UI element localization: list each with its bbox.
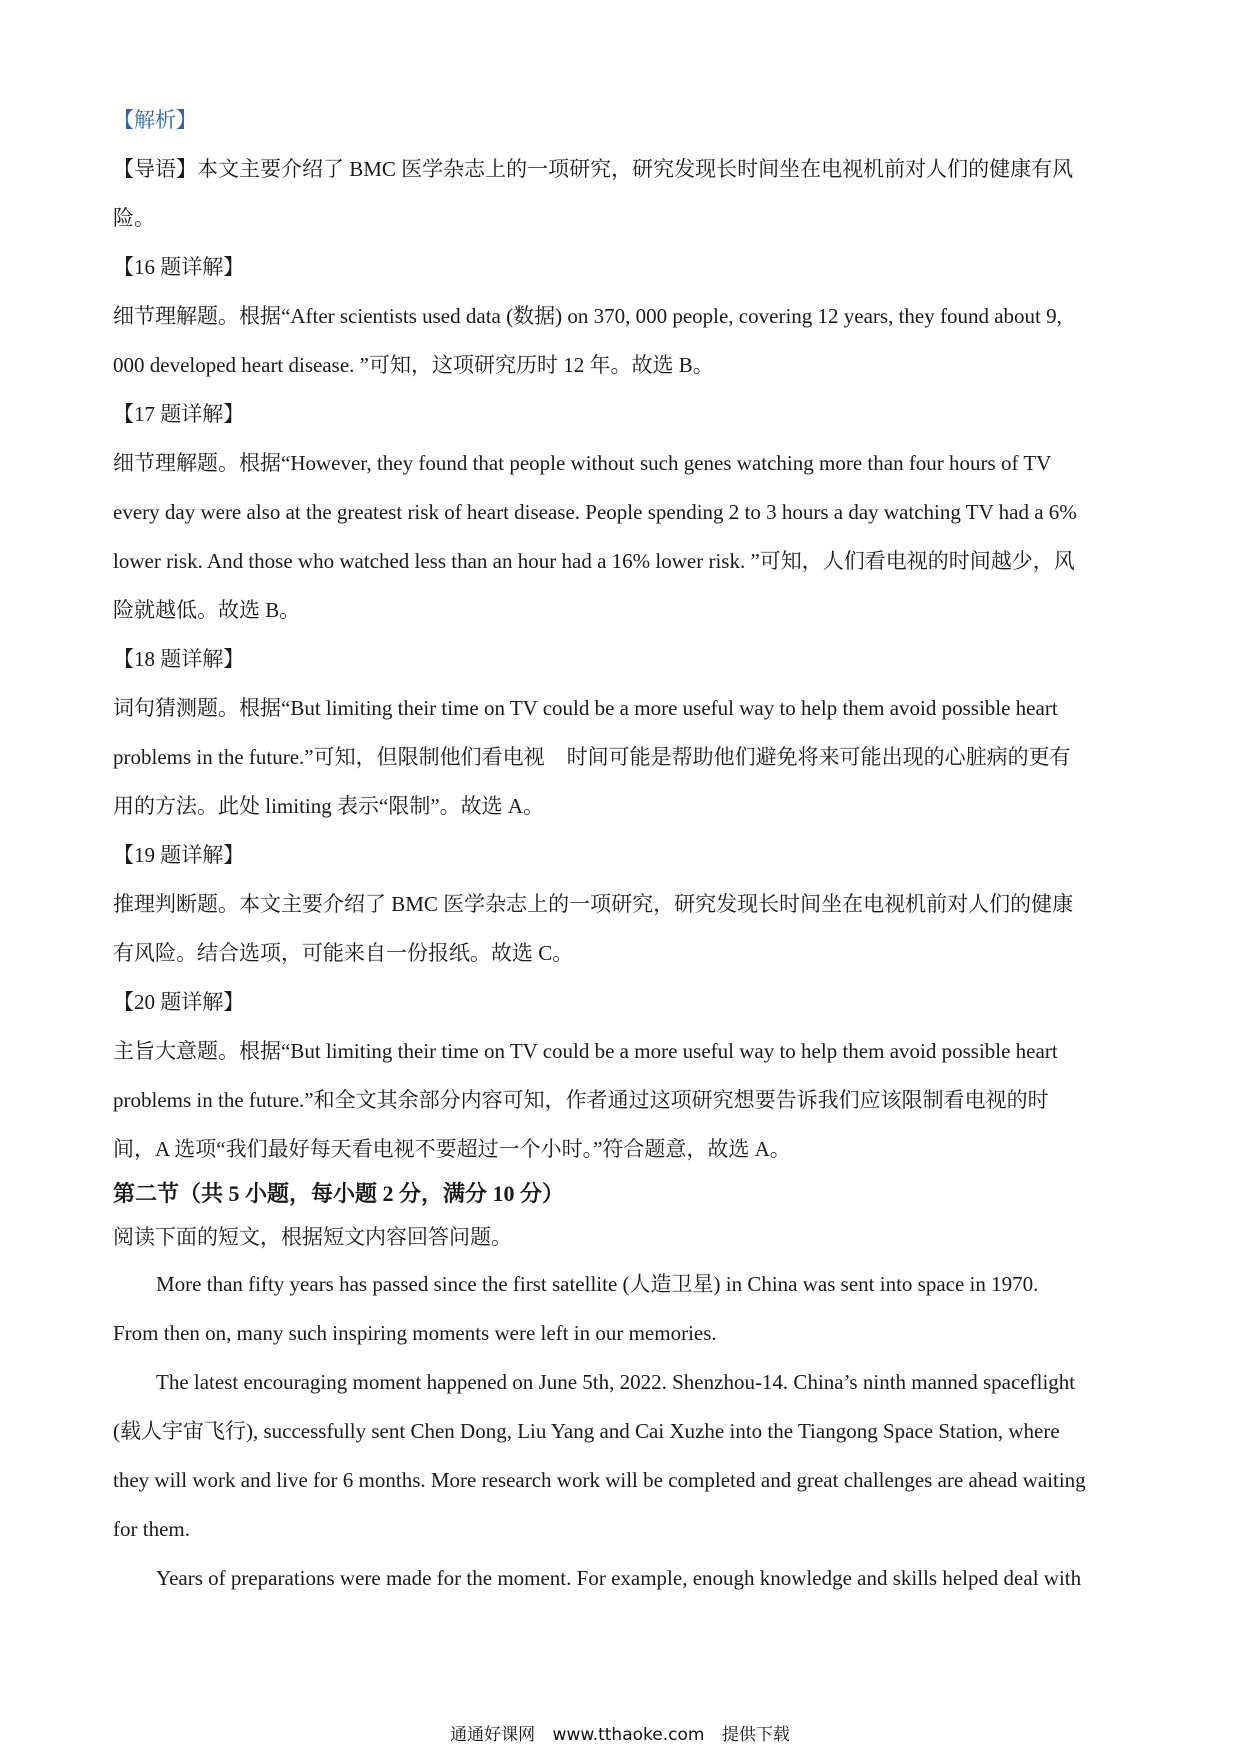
footer-url[interactable]: www.tthaoke.com — [552, 1725, 705, 1745]
q17-heading: 【17 题详解】 — [113, 402, 245, 426]
q18-line-2-part-2: 时间可能是帮助他们避免将来可能出现的心脏病的更有 — [566, 745, 1071, 769]
section-2-heading: 第二节（共 5 小题，每小题 2 分，满分 10 分） — [113, 1181, 565, 1206]
section-2-instruction: 阅读下面的短文，根据短文内容回答问题。 — [113, 1225, 512, 1249]
footer-note: 提供下载 — [721, 1725, 790, 1745]
q16-heading: 【16 题详解】 — [113, 255, 245, 279]
q20-line-2: problems in the future.”和全文其余部分内容可知，作者通过这项研究想要告诉我们应该限制看电视的时 — [113, 1088, 1049, 1112]
document-page — [113, 96, 1133, 1603]
passage-p3-line-1: Years of preparations were made for the moment. For example, enough knowledge and skills helped deal with — [156, 1566, 1082, 1590]
passage-p2-line-1: The latest encouraging moment happened on June 5th, 2022. Shenzhou-14. China’s ninth manned spaceflight — [156, 1370, 1076, 1394]
q19-heading: 【19 题详解】 — [113, 843, 245, 867]
footer-site-name: 通通好课网 — [450, 1725, 536, 1745]
q17-line-2: every day were also at the greatest risk of heart disease. People spending 2 to 3 hours a day watching TV had a 6% — [113, 500, 1077, 524]
q18-line-3: 用的方法。此处 limiting 表示“限制”。故选 A。 — [113, 794, 545, 818]
passage-p2-line-2: (载人宇宙飞行), successfully sent Chen Dong, Liu Yang and Cai Xuzhe into the Tiangong Space Station, where — [113, 1419, 1060, 1443]
passage-p1-line-1: More than fifty years has passed since the first satellite (人造卫星) in China was sent into space in 1970. — [156, 1272, 1039, 1296]
intro-line-2: 险。 — [113, 206, 155, 230]
q20-line-3: 间，A 选项“我们最好每天看电视不要超过一个小时。”符合题意，故选 A。 — [113, 1137, 791, 1161]
passage-p2-line-4: for them. — [113, 1517, 190, 1541]
q17-line-3: lower risk. And those who watched less than an hour had a 16% lower risk. ”可知，人们看电视的时间越少，风 — [113, 549, 1075, 573]
q18-line-2-part-1: problems in the future.”可知，但限制他们看电视 — [113, 745, 545, 769]
q18-line-1: 词句猜测题。根据“But limiting their time on TV could be a more useful way to help them avoid possible heart — [113, 696, 1058, 720]
q20-heading: 【20 题详解】 — [113, 990, 245, 1014]
q18-heading: 【18 题详解】 — [113, 647, 245, 671]
q17-line-1: 细节理解题。根据“However, they found that people without such genes watching more than four hours of TV — [113, 451, 1052, 475]
q17-line-4: 险就越低。故选 B。 — [113, 598, 301, 622]
q16-line-1: 细节理解题。根据“After scientists used data (数据) on 370, 000 people, covering 12 years, they found about 9, — [113, 304, 1062, 328]
intro-line-1: 【导语】本文主要介绍了 BMC 医学杂志上的一项研究，研究发现长时间坐在电视机前对人们的健康有风 — [113, 157, 1074, 181]
q19-line-2: 有风险。结合选项，可能来自一份报纸。故选 C。 — [113, 941, 574, 965]
page-footer — [0, 1720, 1240, 1745]
passage-p2-line-3: they will work and live for 6 months. More research work will be completed and great challenges are ahead waiting — [113, 1468, 1086, 1492]
q20-line-1: 主旨大意题。根据“But limiting their time on TV could be a more useful way to help them avoid possible heart — [113, 1039, 1058, 1063]
q16-line-2: 000 developed heart disease. ”可知，这项研究历时 12 年。故选 B。 — [113, 353, 714, 377]
passage-p1-line-2: From then on, many such inspiring moments were left in our memories. — [113, 1321, 717, 1345]
analysis-tag: 【解析】 — [113, 108, 197, 132]
q19-line-1: 推理判断题。本文主要介绍了 BMC 医学杂志上的一项研究，研究发现长时间坐在电视机前对人们的健康 — [113, 892, 1074, 916]
q18-line-2 — [113, 733, 1133, 782]
